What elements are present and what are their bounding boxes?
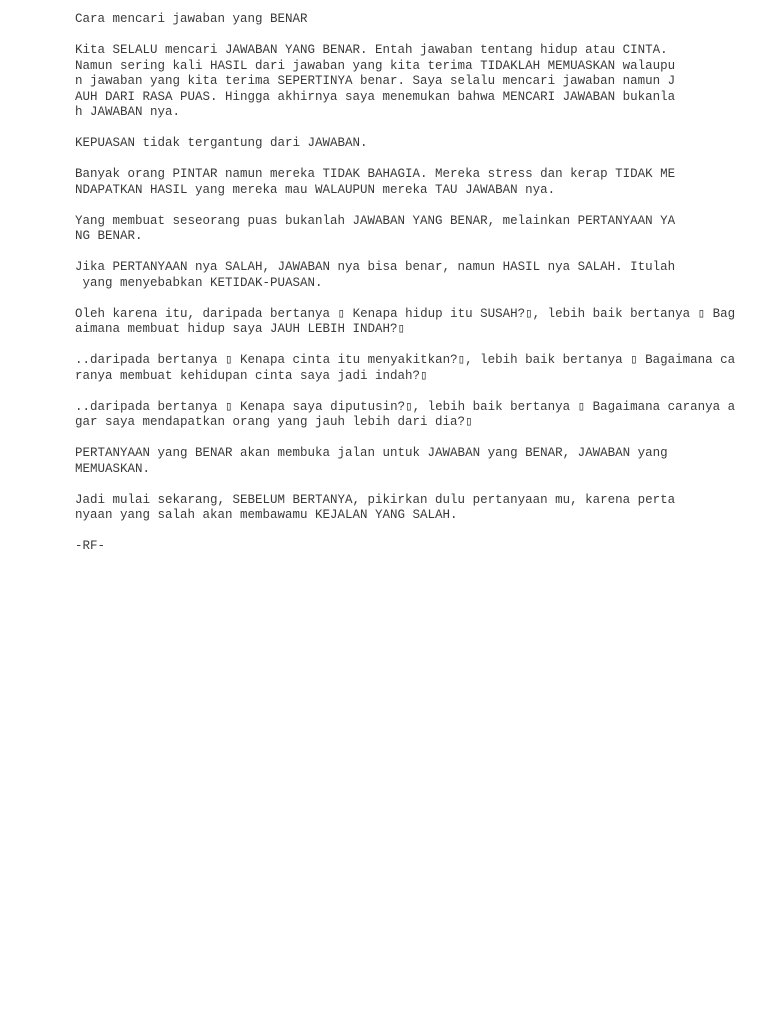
paragraph-gap: [75, 121, 735, 137]
paragraph: ..daripada bertanya ▯ Kenapa cinta itu menyakitkan?▯, lebih baik bertanya ▯ Bagaimana ca ranya membuat kehidupan cinta saya jadi indah?▯: [75, 353, 736, 383]
document-page: [75, 12, 735, 555]
paragraph: ..daripada bertanya ▯ Kenapa saya diputusin?▯, lebih baik bertanya ▯ Bagaimana caranya a gar saya mendapatkan orang yang jauh lebih dari dia?▯: [75, 399, 736, 429]
paragraph-gap: [75, 524, 735, 540]
paragraph: Banyak orang PINTAR namun mereka TIDAK BAHAGIA. Mereka stress dan kerap TIDAK ME NDAPATKAN HASIL yang mereka mau WALAUPUN mereka TAU JAWABAN nya.: [75, 167, 676, 197]
paragraph-gap: [75, 384, 735, 400]
paragraph-gap: [75, 477, 735, 493]
paragraph: KEPUASAN tidak tergantung dari JAWABAN.: [75, 136, 368, 150]
paragraph-gap: [75, 338, 735, 354]
paragraph: Kita SELALU mencari JAWABAN YANG BENAR. Entah jawaban tentang hidup atau CINTA. Namun sering kali HASIL dari jawaban yang kita terima TIDAKLAH MEMUASKAN walaupu n jawaban yang kita terima SEPERTINYA benar. Saya selalu mencari jawaban namun J AUH DARI RASA PUAS. Hingga akhirnya saya menemukan bahwa MENCARI JAWABAN bukanla h JAWABAN nya.: [75, 43, 676, 119]
paragraph: Jika PERTANYAAN nya SALAH, JAWABAN nya bisa benar, namun HASIL nya SALAH. Itulah yang menyebabkan KETIDAK-PUASAN.: [75, 260, 676, 290]
paragraph-gap: [75, 28, 735, 44]
paragraph: Yang membuat seseorang puas bukanlah JAWABAN YANG BENAR, melainkan PERTANYAAN YA NG BENAR.: [75, 213, 676, 243]
paragraph: Oleh karena itu, daripada bertanya ▯ Kenapa hidup itu SUSAH?▯, lebih baik bertanya ▯ Bag aimana membuat hidup saya JAUH LEBIH INDAH?▯: [75, 306, 736, 336]
document-title: Cara mencari jawaban yang BENAR: [75, 12, 308, 26]
signature: -RF-: [75, 539, 106, 553]
paragraph-gap: [75, 245, 735, 261]
paragraph-gap: [75, 291, 735, 307]
paragraph-gap: [75, 198, 735, 214]
paragraph: PERTANYAAN yang BENAR akan membuka jalan untuk JAWABAN yang BENAR, JAWABAN yang MEMUASKAN.: [75, 446, 668, 476]
paragraph: Jadi mulai sekarang, SEBELUM BERTANYA, pikirkan dulu pertanyaan mu, karena perta nyaan yang salah akan membawamu KEJALAN YANG SALAH.: [75, 492, 676, 522]
paragraph-gap: [75, 431, 735, 447]
paragraph-gap: [75, 152, 735, 168]
